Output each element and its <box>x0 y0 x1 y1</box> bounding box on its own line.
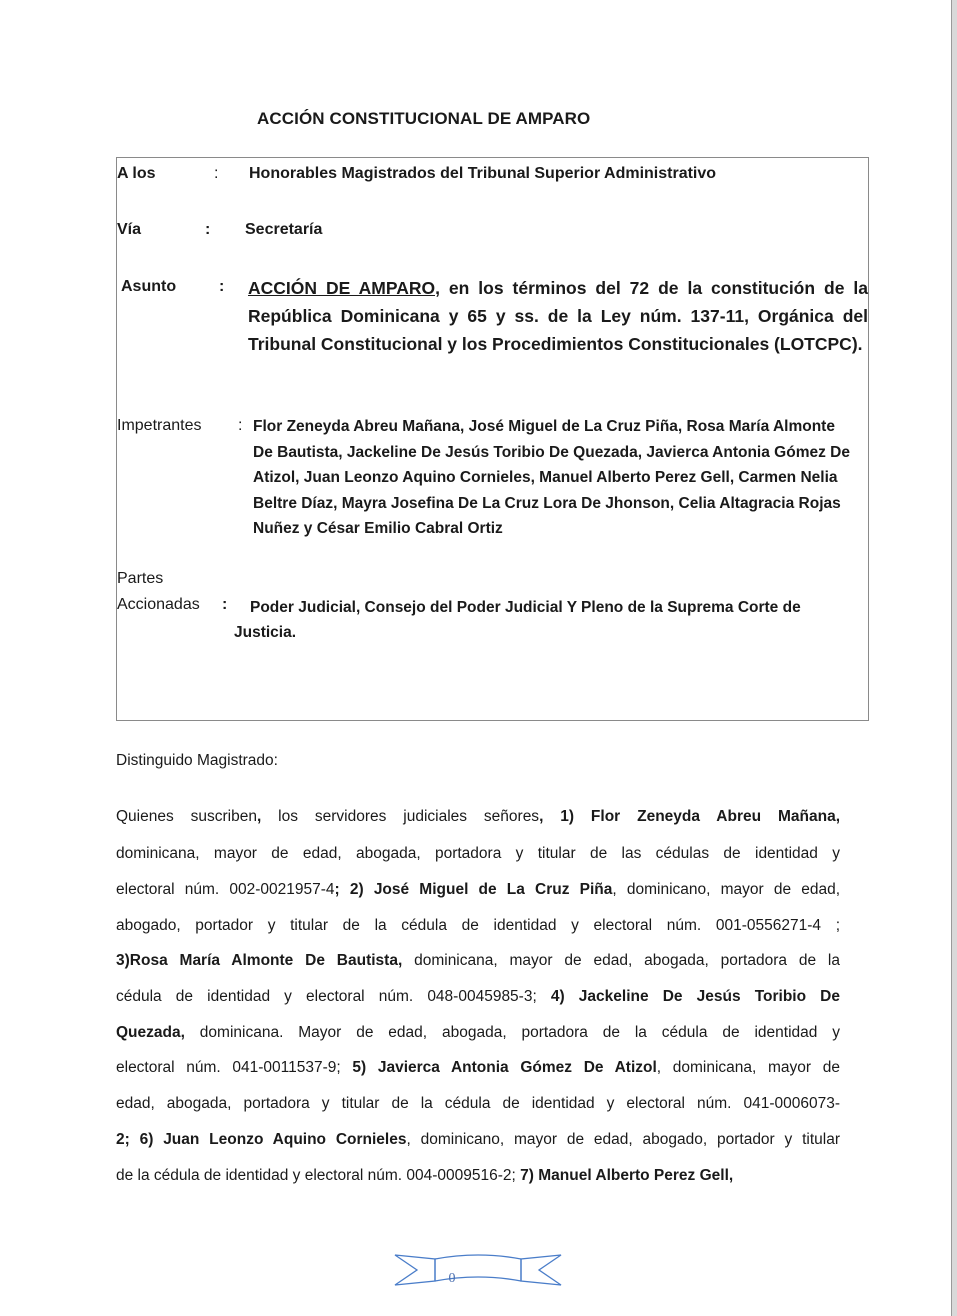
impetrantes-list: Flor Zeneyda Abreu Mañana, José Miguel de La Cruz Piña, Rosa María Almonte De Bautista, Jackeline De Jesús Toribio De Quezada, Javierca Antonia Gómez De Atizol, Juan Leonzo Aquino Cornieles, Manuel Alberto Perez Gell, Carmen Nelia Beltre Díaz, Mayra Josefina De La Cruz Lora De Jhonson, Celia Altagracia Rojas Nuñez y César Emilio Cabral Ortiz <box>253 418 850 537</box>
text: edad, abogada, portadora y titular de la cédula de identidad y electoral núm. 041-0006073- <box>116 1095 840 1112</box>
body-line <box>116 950 840 972</box>
bold-text: 5) Javierca Antonia Gómez De Atizol <box>352 1059 657 1076</box>
body-line <box>116 843 840 865</box>
body-line <box>116 1057 840 1079</box>
partes-accionadas-value: Poder Judicial, Consejo del Poder Judicial Y Pleno de la Suprema Corte de Justicia. <box>234 599 801 641</box>
text: , dominicana, mayor de <box>656 1059 840 1076</box>
body-line <box>116 1093 840 1115</box>
impetrantes-colon: : <box>238 417 243 434</box>
bold-text: , 1) Flor Zeneyda Abreu Mañana, <box>539 808 840 825</box>
text: dominicana, mayor de edad, abogada, portadora de la <box>402 952 840 969</box>
page-number: 0 <box>448 1271 456 1286</box>
asunto-text <box>248 274 868 358</box>
body-line <box>116 1165 840 1187</box>
page-edge <box>951 0 957 1316</box>
bold-text: Quezada, <box>116 1024 185 1041</box>
a-los-label: A los <box>117 165 156 182</box>
page-number-banner-icon <box>393 1247 563 1295</box>
body-line <box>116 879 840 901</box>
body-line <box>116 806 840 828</box>
asunto-colon: : <box>219 278 225 295</box>
text: dominicana, mayor de edad, abogada, portadora y titular de las cédulas de identidad y <box>116 845 840 862</box>
partes-label: Partes <box>117 570 164 587</box>
text: dominicana. Mayor de edad, abogada, portadora de la cédula de identidad y <box>184 1024 840 1041</box>
a-los-colon: : <box>214 165 219 182</box>
bold-text: 4) Jackeline De Jesús Toribio De <box>550 988 840 1005</box>
text: Quienes suscriben <box>116 808 257 825</box>
document-title: ACCIÓN CONSTITUCIONAL DE AMPARO <box>257 109 591 128</box>
text: abogado, portador y titular de la cédula de identidad y electoral núm. 001-0556271-4 ; <box>116 917 840 934</box>
via-colon: : <box>205 221 211 238</box>
a-los-value: Honorables Magistrados del Tribunal Superior Administrativo <box>249 165 717 182</box>
text: electoral núm. 002-0021957-4 <box>116 881 335 898</box>
bold-text: ; 2) <box>334 881 374 898</box>
via-label: Vía <box>117 221 142 238</box>
body-line <box>116 915 840 937</box>
text: cédula de identidad y electoral núm. 048-0045985-3; <box>116 988 551 1005</box>
asunto-rest: en los términos del 72 de la constitución de la República Dominicana y 65 y ss. de la Ley núm. 137-11, Orgánica del Tribunal Constitucional y los Procedimientos Constitucionales (LOTCPC). <box>248 278 868 354</box>
impetrantes-label: Impetrantes <box>117 417 202 434</box>
body-line <box>116 1129 840 1151</box>
accionadas-label: Accionadas <box>117 596 200 613</box>
body-line <box>116 986 840 1008</box>
text: electoral núm. 041-0011537-9; <box>116 1059 353 1076</box>
asunto-label: Asunto <box>121 278 177 295</box>
text: los servidores judiciales señores <box>261 808 540 825</box>
bold-text: , <box>256 808 262 825</box>
bold-text: 2; 6) Juan Leonzo Aquino Cornieles <box>116 1131 407 1148</box>
body-line <box>116 1022 840 1044</box>
partes-colon: : <box>222 596 228 613</box>
asunto-underlined: ACCIÓN DE AMPARO, <box>248 278 440 298</box>
bold-text: José Miguel de La Cruz Piña <box>373 881 613 898</box>
text: , dominicano, mayor de edad, abogado, portador y titular <box>406 1131 840 1148</box>
via-value: Secretaría <box>245 221 323 238</box>
salutation: Distinguido Magistrado: <box>116 752 278 769</box>
text: de la cédula de identidad y electoral núm. 004-0009516-2; <box>116 1167 521 1184</box>
text: , dominicano, mayor de edad, <box>612 881 840 898</box>
bold-text: 7) Manuel Alberto Perez Gell, <box>520 1167 734 1184</box>
bold-text: 3)Rosa María Almonte De Bautista, <box>116 952 403 969</box>
